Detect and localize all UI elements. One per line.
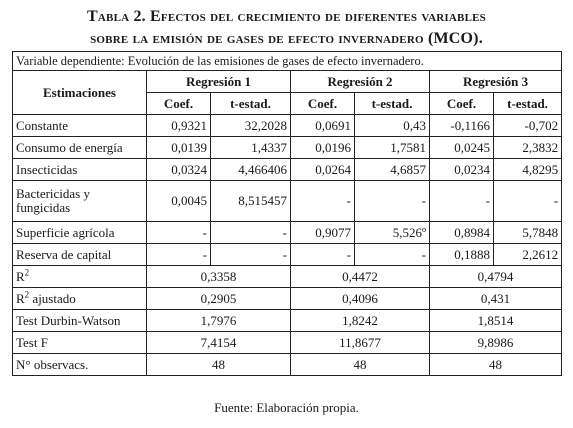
t-stat-cell: 2,2612 <box>494 244 562 266</box>
statistic-label <box>13 310 147 332</box>
t-stat-cell: 2,3832 <box>494 137 562 159</box>
coefficient-row <box>13 244 562 266</box>
coef-cell: 0,1888 <box>430 244 494 266</box>
row-label: Constante <box>13 115 147 137</box>
statistic-value: 0,431 <box>430 288 562 310</box>
coef-header: Coef. <box>147 93 211 115</box>
coef-header: Coef. <box>430 93 494 115</box>
statistic-value: 0,3358 <box>147 266 291 288</box>
statistic-value: 48 <box>430 354 562 376</box>
statistic-label <box>13 354 147 376</box>
table-title-line-1: Tabla 2. Efectos del crecimiento de diferentes variables <box>87 8 486 25</box>
row-label: Consumo de energía <box>13 137 147 159</box>
statistic-label-text: N° observacs. <box>16 356 89 372</box>
statistic-label-superscript: 2 <box>24 267 30 278</box>
statistic-value: 7,4154 <box>147 332 291 354</box>
coef-cell: 0,0045 <box>147 181 211 222</box>
t-stat-cell: - <box>355 181 430 222</box>
statistic-label-text: Test F <box>16 334 48 350</box>
t-stat-header: t-estad. <box>211 93 291 115</box>
statistic-label-text: Test Durbin-Watson <box>16 312 121 328</box>
coefficient-row <box>13 137 562 159</box>
coefficient-row <box>13 159 562 181</box>
coef-header: Coef. <box>291 93 355 115</box>
coef-cell: 0,9321 <box>147 115 211 137</box>
coef-cell: 0,0234 <box>430 159 494 181</box>
t-stat-cell: 5,7848 <box>494 222 562 244</box>
regression-header-row <box>13 71 562 93</box>
coef-cell: 0,0139 <box>147 137 211 159</box>
t-stat-cell: - <box>355 244 430 266</box>
coef-cell: - <box>291 244 355 266</box>
row-label: Insecticidas <box>13 159 147 181</box>
statistic-value: 0,4472 <box>291 266 430 288</box>
statistic-row <box>13 266 562 288</box>
source-note: Fuente: Elaboración propia. <box>214 400 359 415</box>
row-label: Bactericidas y fungicidas <box>13 181 147 222</box>
statistic-value: 0,2905 <box>147 288 291 310</box>
statistic-value: 1,8242 <box>291 310 430 332</box>
statistic-label-text: R <box>16 268 25 284</box>
coefficient-row <box>13 181 562 222</box>
coef-cell: 0,0264 <box>291 159 355 181</box>
statistic-row <box>13 288 562 310</box>
statistic-label-text: R <box>16 290 25 306</box>
coef-cell: 0,0196 <box>291 137 355 159</box>
coef-cell: - <box>430 181 494 222</box>
estimaciones-header: Estimaciones <box>13 71 147 115</box>
t-stat-cell: - <box>211 222 291 244</box>
statistic-value: 9,8986 <box>430 332 562 354</box>
coef-cell: 0,9077 <box>291 222 355 244</box>
t-stat-cell: 32,2028 <box>211 115 291 137</box>
statistic-row <box>13 354 562 376</box>
coef-cell: - <box>291 181 355 222</box>
table-title-line-2: sobre la emisión de gases de efecto invernadero (MCO). <box>90 30 483 47</box>
dependent-variable-row <box>13 52 562 71</box>
regression-3-header: Regresión 3 <box>430 71 562 93</box>
row-label: Reserva de capital <box>13 244 147 266</box>
statistic-value: 48 <box>291 354 430 376</box>
t-stat-cell: 4,8295 <box>494 159 562 181</box>
t-stat-cell: 4,6857 <box>355 159 430 181</box>
statistic-value: 0,4794 <box>430 266 562 288</box>
coef-cell: -0,1166 <box>430 115 494 137</box>
coef-cell: - <box>147 222 211 244</box>
dependent-variable-label: Variable dependiente: Evolución de las emisiones de gases de efecto invernadero. <box>13 52 562 71</box>
coef-cell: 0,0245 <box>430 137 494 159</box>
statistic-label <box>13 332 147 354</box>
regression-table <box>12 51 562 376</box>
statistic-label <box>13 288 147 310</box>
t-stat-cell: 5,526º <box>355 222 430 244</box>
statistic-label-superscript: 2 <box>24 289 30 300</box>
statistic-value: 1,8514 <box>430 310 562 332</box>
coef-cell: 0,0691 <box>291 115 355 137</box>
t-stat-cell: 0,43 <box>355 115 430 137</box>
t-stat-header: t-estad. <box>494 93 562 115</box>
coefficient-row <box>13 115 562 137</box>
statistic-value: 11,8677 <box>291 332 430 354</box>
statistic-value: 1,7976 <box>147 310 291 332</box>
t-stat-cell: - <box>211 244 291 266</box>
coef-cell: - <box>147 244 211 266</box>
statistic-value: 0,4096 <box>291 288 430 310</box>
coef-cell: 0,8984 <box>430 222 494 244</box>
t-stat-cell: 1,7581 <box>355 137 430 159</box>
t-stat-cell: 8,515457 <box>211 181 291 222</box>
regression-1-header: Regresión 1 <box>147 71 291 93</box>
t-stat-cell: -0,702 <box>494 115 562 137</box>
statistic-row <box>13 310 562 332</box>
t-stat-cell: 1,4337 <box>211 137 291 159</box>
coefficient-row <box>13 222 562 244</box>
regression-2-header: Regresión 2 <box>291 71 430 93</box>
t-stat-cell: 4,466406 <box>211 159 291 181</box>
row-label: Superficie agrícola <box>13 222 147 244</box>
statistic-row <box>13 332 562 354</box>
statistic-label-suffix: ajustado <box>29 290 76 306</box>
statistic-value: 48 <box>147 354 291 376</box>
t-stat-cell: - <box>494 181 562 222</box>
statistic-label <box>13 266 147 288</box>
t-stat-header: t-estad. <box>355 93 430 115</box>
coef-cell: 0,0324 <box>147 159 211 181</box>
